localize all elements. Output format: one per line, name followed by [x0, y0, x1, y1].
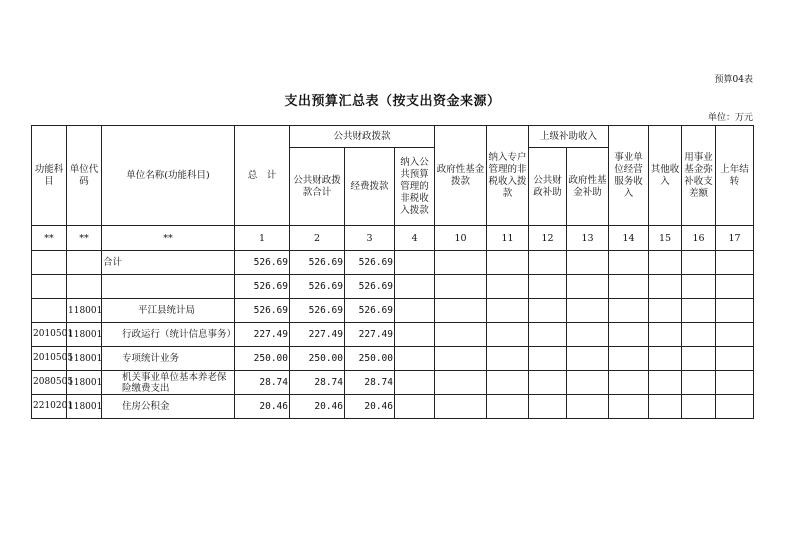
index-row [32, 226, 754, 251]
operating-funds-cell: 227.49 [345, 323, 395, 347]
table-row [32, 323, 754, 347]
index-cell: ** [67, 226, 102, 251]
form-code: 预算04表 [714, 75, 753, 85]
empty-cell [487, 323, 529, 347]
table-row [32, 371, 754, 395]
empty-cell [435, 395, 487, 419]
empty-cell [716, 395, 754, 419]
operating-funds-cell: 20.46 [345, 395, 395, 419]
header-gov-fund: 政府性基金拨款 [435, 126, 487, 226]
empty-cell [435, 371, 487, 395]
empty-cell [716, 323, 754, 347]
index-cell: 16 [682, 226, 716, 251]
empty-cell [567, 347, 609, 371]
empty-cell [609, 347, 649, 371]
empty-cell [682, 347, 716, 371]
empty-cell [682, 371, 716, 395]
page-title: 支出预算汇总表（按支出资金来源） [284, 94, 501, 109]
index-cell: 2 [290, 226, 345, 251]
empty-cell [609, 275, 649, 299]
empty-cell [529, 275, 567, 299]
empty-cell [567, 395, 609, 419]
table-row [32, 395, 754, 419]
empty-cell [716, 347, 754, 371]
header-superior-subsidy: 上级补助收入 [529, 126, 609, 148]
empty-cell [395, 299, 435, 323]
index-cell: 10 [435, 226, 487, 251]
empty-cell [529, 371, 567, 395]
empty-cell [716, 371, 754, 395]
empty-cell [529, 251, 567, 275]
empty-cell [682, 275, 716, 299]
empty-cell [649, 251, 682, 275]
func-code-cell: 2210201 [32, 395, 67, 419]
table-row [32, 299, 754, 323]
index-cell: ** [32, 226, 67, 251]
empty-cell [609, 299, 649, 323]
empty-cell [529, 395, 567, 419]
unit-label: 单位：万元 [707, 113, 753, 123]
index-cell: 13 [567, 226, 609, 251]
unit-code-cell: 118001 [67, 323, 102, 347]
empty-cell [395, 371, 435, 395]
empty-cell [487, 275, 529, 299]
empty-cell [609, 371, 649, 395]
header-operating-funds: 经费拨款 [345, 148, 395, 226]
empty-cell [567, 275, 609, 299]
empty-cell [395, 323, 435, 347]
index-cell: 14 [609, 226, 649, 251]
operating-funds-cell: 28.74 [345, 371, 395, 395]
func-code-cell [32, 251, 67, 275]
empty-cell [609, 395, 649, 419]
func-code-cell: 2080505 [32, 371, 67, 395]
total-cell: 227.49 [235, 323, 290, 347]
unit-name-cell: 专项统计业务 [102, 347, 235, 371]
empty-cell [682, 395, 716, 419]
public-finance-sum-cell: 20.46 [290, 395, 345, 419]
empty-cell [395, 251, 435, 275]
header-total: 总 计 [235, 126, 290, 226]
header-unit-code: 单位代码 [67, 126, 102, 226]
header-public-budget-nontax: 纳入公共预算管理的非税收入拨款 [395, 148, 435, 226]
empty-cell [649, 347, 682, 371]
empty-cell [435, 251, 487, 275]
total-cell: 526.69 [235, 275, 290, 299]
empty-cell [649, 371, 682, 395]
empty-cell [567, 323, 609, 347]
empty-cell [716, 251, 754, 275]
header-special-nontax: 纳入专户管理的非税收入拨款 [487, 126, 529, 226]
empty-cell [487, 251, 529, 275]
empty-cell [649, 299, 682, 323]
operating-funds-cell: 250.00 [345, 347, 395, 371]
empty-cell [487, 395, 529, 419]
unit-code-cell: 118001 [67, 347, 102, 371]
func-code-cell [32, 299, 67, 323]
unit-code-cell [67, 275, 102, 299]
operating-funds-cell: 526.69 [345, 299, 395, 323]
header-business-income: 事业单位经营服务收入 [609, 126, 649, 226]
index-cell: ** [102, 226, 235, 251]
empty-cell [649, 395, 682, 419]
empty-cell [529, 347, 567, 371]
header-public-finance-subsidy: 公共财政补助 [529, 148, 567, 226]
budget-table [31, 125, 754, 419]
empty-cell [609, 251, 649, 275]
table-row [32, 251, 754, 275]
empty-cell [682, 323, 716, 347]
index-cell: 11 [487, 226, 529, 251]
index-cell: 1 [235, 226, 290, 251]
func-code-cell: 2010501 [32, 323, 67, 347]
public-finance-sum-cell: 227.49 [290, 323, 345, 347]
unit-name-cell [102, 275, 235, 299]
header-public-finance-sum: 公共财政拨款合计 [290, 148, 345, 226]
total-cell: 526.69 [235, 251, 290, 275]
index-cell: 12 [529, 226, 567, 251]
header-fund-offset: 用事业基金弥补收支差额 [682, 126, 716, 226]
index-cell: 3 [345, 226, 395, 251]
empty-cell [567, 299, 609, 323]
unit-name-cell: 平江县统计局 [102, 299, 235, 323]
empty-cell [716, 299, 754, 323]
empty-cell [435, 299, 487, 323]
total-cell: 526.69 [235, 299, 290, 323]
empty-cell [487, 371, 529, 395]
unit-code-cell: 118001 [67, 299, 102, 323]
empty-cell [649, 323, 682, 347]
header-gov-fund-subsidy: 政府性基金补助 [567, 148, 609, 226]
table-row [32, 347, 754, 371]
unit-code-cell: 118001 [67, 371, 102, 395]
func-code-cell: 2010505 [32, 347, 67, 371]
header-carryover: 上年结转 [716, 126, 754, 226]
empty-cell [395, 395, 435, 419]
header-other-income: 其他收入 [649, 126, 682, 226]
empty-cell [529, 299, 567, 323]
public-finance-sum-cell: 250.00 [290, 347, 345, 371]
total-cell: 250.00 [235, 347, 290, 371]
empty-cell [716, 275, 754, 299]
empty-cell [567, 371, 609, 395]
empty-cell [435, 275, 487, 299]
empty-cell [435, 347, 487, 371]
index-cell: 4 [395, 226, 435, 251]
public-finance-sum-cell: 28.74 [290, 371, 345, 395]
public-finance-sum-cell: 526.69 [290, 275, 345, 299]
public-finance-sum-cell: 526.69 [290, 251, 345, 275]
header-unit-name: 单位名称(功能科目) [102, 126, 235, 226]
empty-cell [395, 347, 435, 371]
empty-cell [487, 347, 529, 371]
operating-funds-cell: 526.69 [345, 251, 395, 275]
func-code-cell [32, 275, 67, 299]
empty-cell [682, 299, 716, 323]
total-cell: 28.74 [235, 371, 290, 395]
unit-name-cell: 住房公积金 [102, 395, 235, 419]
empty-cell [435, 323, 487, 347]
empty-cell [682, 251, 716, 275]
header-public-finance: 公共财政拨款 [290, 126, 435, 148]
empty-cell [609, 323, 649, 347]
empty-cell [395, 275, 435, 299]
unit-name-cell: 机关事业单位基本养老保险缴费支出 [102, 371, 235, 395]
header-func-code: 功能科目 [32, 126, 67, 226]
empty-cell [649, 275, 682, 299]
unit-name-cell: 合计 [102, 251, 235, 275]
table-row [32, 275, 754, 299]
empty-cell [487, 299, 529, 323]
total-cell: 20.46 [235, 395, 290, 419]
index-cell: 17 [716, 226, 754, 251]
unit-name-cell: 行政运行（统计信息事务） [102, 323, 235, 347]
operating-funds-cell: 526.69 [345, 275, 395, 299]
index-cell: 15 [649, 226, 682, 251]
unit-code-cell [67, 251, 102, 275]
public-finance-sum-cell: 526.69 [290, 299, 345, 323]
unit-code-cell: 118001 [67, 395, 102, 419]
empty-cell [567, 251, 609, 275]
empty-cell [529, 323, 567, 347]
